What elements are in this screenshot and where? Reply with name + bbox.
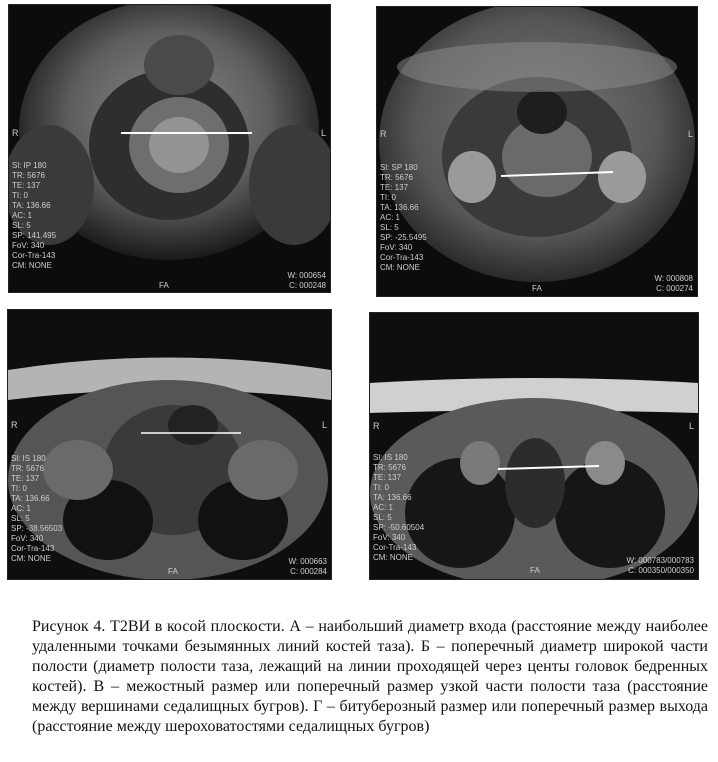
window-width: W: 000783/000783 (626, 556, 694, 565)
scan-params: Sl: SP 180 TR: 5676 TE: 137 TI: 0 TA: 136.66 AC: 1 SL: 5 SP: -25.5495 FoV: 340 Cor-Tra-143 CM: NONE (380, 163, 427, 272)
side-marker-r: R (12, 128, 19, 138)
mri-panel-c (7, 309, 332, 580)
scan-params: Sl: IS 180 TR: 5676 TE: 137 TI: 0 TA: 136.66 AC: 1 SL: 5 SP: -38.56503 FoV: 340 Cor-Tra-143 CM: NONE (11, 454, 63, 563)
side-marker-r: R (11, 420, 18, 430)
side-marker-l: L (320, 128, 326, 138)
side-marker-l: L (688, 421, 694, 431)
mri-panel-b (376, 6, 698, 297)
window-width: W: 000808 (654, 274, 693, 283)
mri-panel-d (369, 312, 699, 580)
window-center: C: 000274 (656, 284, 693, 293)
scan-params: Sl: IP 180 TR: 5676 TE: 137 TI: 0 TA: 136.66 AC: 1 SL: 5 SP: 141.495 FoV: 340 Cor-Tra-143 CM: NONE (12, 161, 57, 270)
side-marker-r: R (373, 421, 380, 431)
window-width: W: 000654 (287, 271, 326, 280)
scan-params: Sl: IS 180 TR: 5676 TE: 137 TI: 0 TA: 136.66 AC: 1 SL: 5 SP: -50.60504 FoV: 340 Cor-Tra-143 CM: NONE (373, 453, 425, 562)
mri-panel-a (8, 4, 331, 293)
orientation-label: FA (168, 567, 178, 576)
orientation-label: FA (159, 281, 169, 290)
side-marker-l: L (321, 420, 327, 430)
mri-image-a (9, 5, 330, 292)
window-center: C: 000350/000350 (628, 566, 694, 575)
side-marker-l: L (687, 129, 693, 139)
window-center: C: 000284 (290, 567, 327, 576)
orientation-label: FA (530, 566, 540, 575)
side-marker-r: R (380, 129, 387, 139)
orientation-label: FA (532, 284, 542, 293)
window-center: C: 000248 (289, 281, 326, 290)
window-width: W: 000663 (288, 557, 327, 566)
figure-caption: Рисунок 4. Т2ВИ в косой плоскости. А – наибольший диаметр входа (расстояние между наиболее удаленными точками безымянных линий костей таза). Б – поперечный диаметр широкой части полости (диаметр полости таза, лежащий на линии проходящей через центы головок бедренных костей). В – межостный размер или поперечный размер узкой части полости таза (расстояние между вершинами седалищных бугров). Г – битуберозный размер или поперечный размер выхода (расстояние между шероховатостями седалищных бугров) (32, 618, 708, 735)
